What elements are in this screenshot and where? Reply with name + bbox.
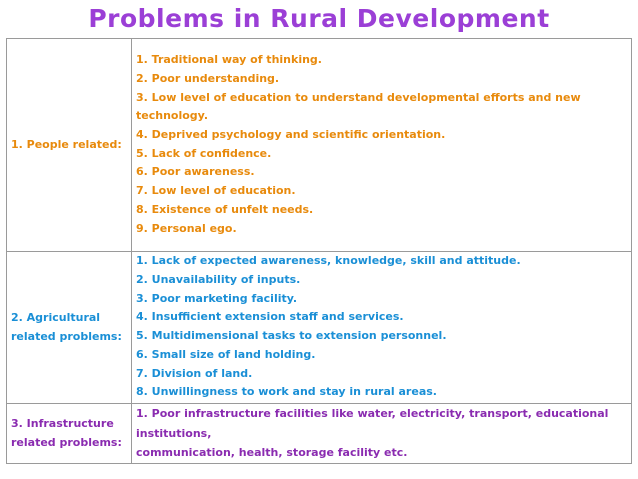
list-item: 7. Division of land. <box>136 366 253 380</box>
list-item: 8. Unwillingness to work and stay in rural areas. <box>136 385 437 399</box>
table-row <box>7 251 632 403</box>
section-label-agricultural: 2. Agricultural related problems: <box>7 251 132 403</box>
list-item: 4. Insufficient extension staff and services. <box>136 310 404 324</box>
problems-table <box>6 38 632 464</box>
list-item: communication, health, storage facility etc. <box>136 446 408 460</box>
list-item: 6. Poor awareness. <box>136 165 255 179</box>
list-item: 1. Poor infrastructure facilities like water, electricity, transport, educational institutions, <box>136 407 609 440</box>
list-item: 5. Multidimensional tasks to extension personnel. <box>136 329 447 343</box>
section-label-people: 1. People related: <box>7 39 132 252</box>
page-title: Problems in Rural Development <box>88 4 550 33</box>
list-item: 6. Small size of land holding. <box>136 347 316 361</box>
list-item: 7. Low level of education. <box>136 184 296 198</box>
list-item: 8. Existence of unfelt needs. <box>136 202 314 216</box>
table-row <box>7 403 632 463</box>
list-item: 9. Personal ego. <box>136 221 237 235</box>
list-item: 3. Low level of education to understand developmental efforts and new technology. <box>136 90 581 123</box>
list-item: 4. Deprived psychology and scientific orientation. <box>136 128 446 142</box>
table-row <box>7 39 632 252</box>
list-item: 5. Lack of confidence. <box>136 146 272 160</box>
section-items-agricultural <box>132 251 632 403</box>
list-item: 1. Traditional way of thinking. <box>136 53 322 67</box>
section-items-people <box>132 39 632 252</box>
section-label-infrastructure: 3. Infrastructure related problems: <box>7 403 132 463</box>
section-items-infrastructure <box>132 403 632 463</box>
list-item: 2. Poor understanding. <box>136 71 280 85</box>
list-item: 2. Unavailability of inputs. <box>136 273 301 287</box>
list-item: 1. Lack of expected awareness, knowledge, skill and attitude. <box>136 254 521 268</box>
list-item: 3. Poor marketing facility. <box>136 291 298 305</box>
